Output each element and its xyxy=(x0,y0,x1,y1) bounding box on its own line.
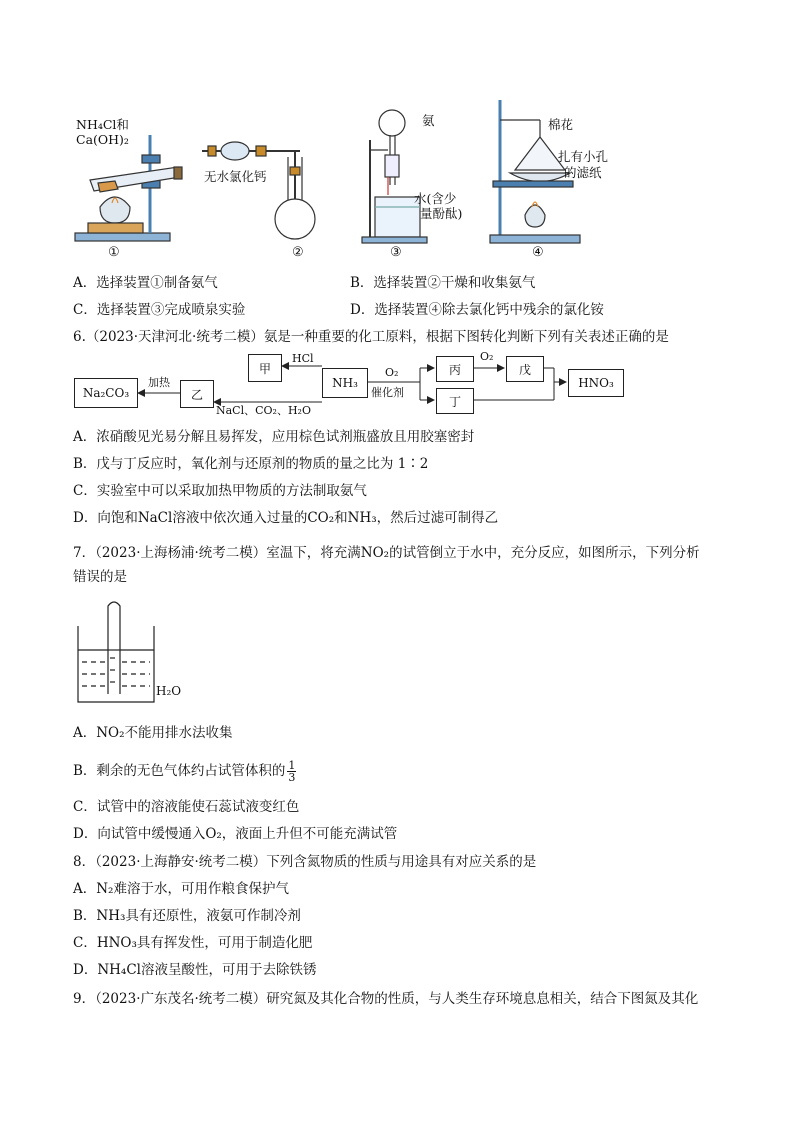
q6-option-a: A．浓硝酸见光易分解且易挥发，应用棕色试剂瓶盛放且用胶塞密封 xyxy=(73,429,475,445)
q7-stem-line2: 错误的是 xyxy=(73,569,127,585)
box-wu: 戊 xyxy=(506,356,544,382)
caption-3: ③ xyxy=(390,245,402,260)
q7-stem-line1: 7．（2023·上海杨浦·统考二模）室温下，将充满NO₂的试管倒立于水中，充分反应，如图所示，下列分析 xyxy=(73,545,700,561)
q5-option-c: C．选择装置③完成喷泉实验 xyxy=(73,302,246,318)
label-reagent-2: Ca(OH)₂ xyxy=(76,132,129,147)
q8-option-d: D．NH₄Cl溶液呈酸性，可用于去除铁锈 xyxy=(73,962,317,978)
q5-option-d: D．选择装置④除去氯化钙中残余的氯化铵 xyxy=(350,302,604,318)
label-water-2: 量酚酞) xyxy=(420,206,463,221)
q7-option-b-text: B．剩余的无色气体约占试管体积的 xyxy=(73,763,286,779)
q9-stem: 9．（2023·广东茂名·统考二模）研究氮及其化合物的性质，与人类生存环境息息相关，结合下图氮及其化 xyxy=(73,991,699,1007)
caption-1: ① xyxy=(108,245,120,260)
q8-option-c: C．HNO₃具有挥发性，可用于制造化肥 xyxy=(73,935,313,951)
box-hno3: HNO₃ xyxy=(568,369,624,397)
q8-stem: 8．（2023·上海静安·统考二模）下列含氮物质的性质与用途具有对应关系的是 xyxy=(73,854,537,870)
box-jia: 甲 xyxy=(248,354,282,382)
apparatus-2 xyxy=(202,142,315,239)
label-o2-a: O₂ xyxy=(385,366,399,379)
q7-option-a: A．NO₂不能用排水法收集 xyxy=(73,725,233,741)
box-bing: 丙 xyxy=(436,356,474,382)
label-desiccant: 无水氯化钙 xyxy=(204,169,267,184)
q8-option-b: B．NH₃具有还原性，液氨可作制冷剂 xyxy=(73,908,301,924)
fraction-one-third: $\frac{1}{3}$ xyxy=(288,759,296,784)
label-hcl: HCl xyxy=(292,352,314,365)
test-tube-figure xyxy=(74,596,194,714)
q6-conversion-diagram xyxy=(70,350,630,417)
label-paper-2: 的滤纸 xyxy=(564,165,602,180)
q6-option-d: D．向饱和NaCl溶液中依次通入过量的CO₂和NH₃，然后过滤可制得乙 xyxy=(73,510,499,526)
label-reagent-1: NH₄Cl和 xyxy=(76,117,129,132)
box-ding: 丁 xyxy=(436,388,474,414)
box-na2co3: Na₂CO₃ xyxy=(74,378,138,408)
caption-4: ④ xyxy=(532,245,544,260)
q8-option-a: A．N₂难溶于水，可用作粮食保护气 xyxy=(73,881,289,897)
label-heat: 加热 xyxy=(148,376,170,389)
apparatus-figure xyxy=(70,95,609,265)
q5-option-b: B．选择装置②干燥和收集氨气 xyxy=(350,275,536,291)
apparatus-3 xyxy=(362,110,427,243)
label-reagents: NaCl、CO₂、H₂O xyxy=(216,404,311,417)
apparatus-drawing xyxy=(70,95,590,265)
label-ammonia: 氨 xyxy=(422,113,435,128)
label-paper-1: 扎有小孔 xyxy=(558,149,609,164)
q7-option-c: C．试管中的溶液能使石蕊试液变红色 xyxy=(73,799,300,815)
q7-option-b xyxy=(73,760,296,783)
label-water-1: 水(含少 xyxy=(414,191,457,206)
q6-option-c: C．实验室中可以采取加热甲物质的方法制取氨气 xyxy=(73,483,367,499)
q7-option-d: D．向试管中缓慢通入O₂，液面上升但不可能充满试管 xyxy=(73,826,398,842)
caption-2: ② xyxy=(292,245,304,260)
box-nh3: NH₃ xyxy=(322,368,368,398)
box-yi: 乙 xyxy=(180,380,214,408)
q6-option-b: B．戊与丁反应时，氧化剂与还原剂的物质的量之比为 1∶2 xyxy=(73,456,429,472)
label-h2o: H₂O xyxy=(156,684,182,698)
label-o2-b: O₂ xyxy=(480,350,494,363)
q5-option-a: A．选择装置①制备氨气 xyxy=(73,275,218,291)
label-cotton: 棉花 xyxy=(548,117,574,132)
apparatus-1 xyxy=(75,135,182,241)
q6-stem: 6.（2023·天津河北·统考二模）氨是一种重要的化工原料，根据下图转化判断下列有关表述正确的是 xyxy=(73,329,669,345)
label-catalyst: 催化剂 xyxy=(371,386,404,399)
